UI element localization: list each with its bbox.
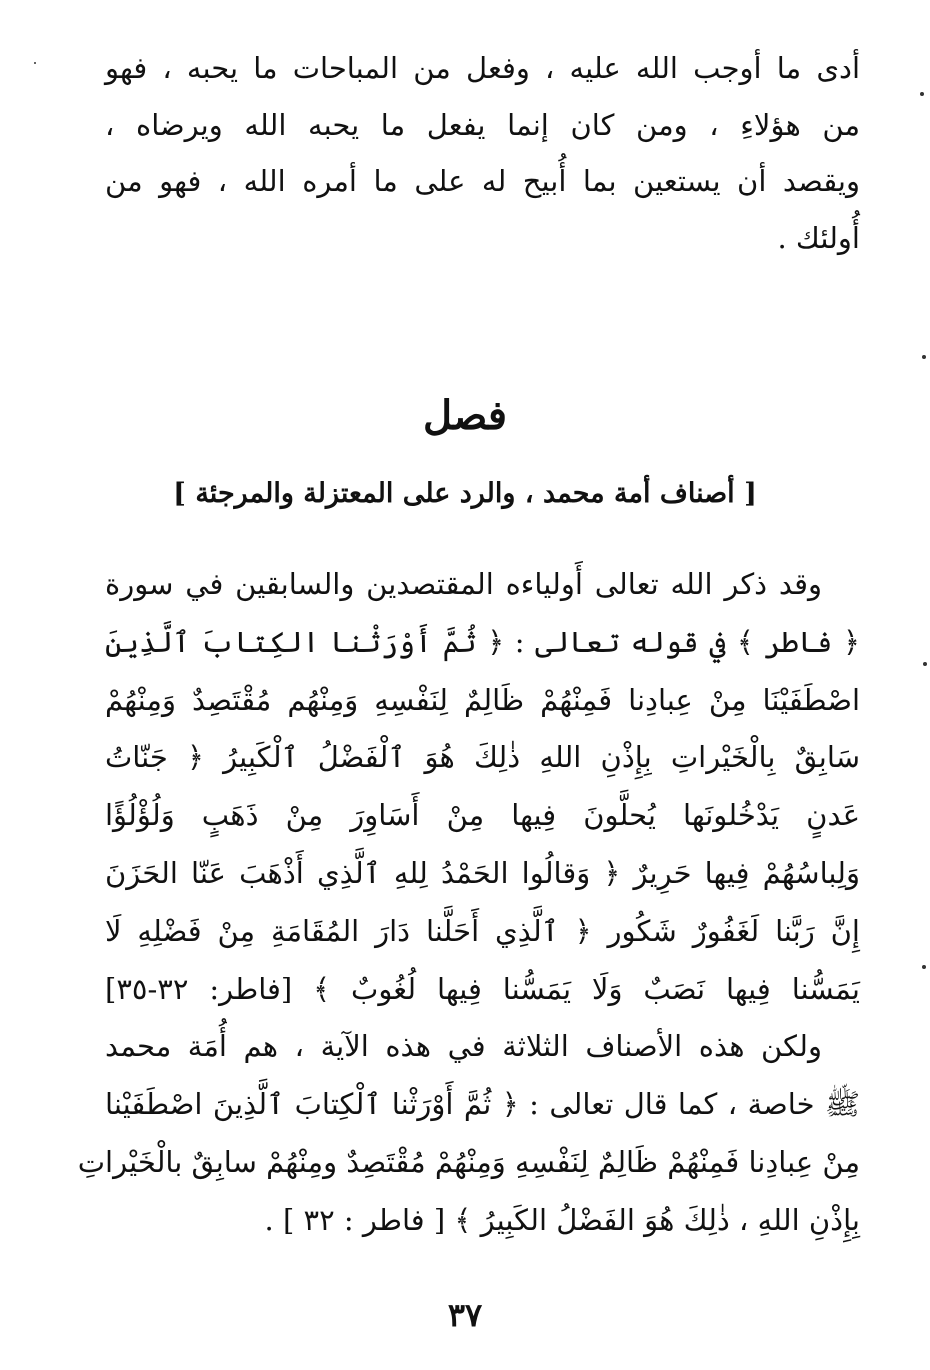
paragraph-line: إِنَّ رَبَّنا لَغَفُورٌ شَكُور ﴿ ٱلَّذِي أَحَلَّنا دَارَ المُقَامَةِ مِنْ فَضْلِهِ لَا (105, 913, 860, 948)
page-number: ٣٧ (447, 1296, 483, 1334)
paragraph-line: ﷺ خاصة ، كما قال تعالى : ﴿ ثُمَّ أَوْرَثْنا ٱلْكِتابَ ٱلَّذِينَ اصْطَفَيْنا (105, 1087, 860, 1122)
section-subheading: [ أصناف أمة محمد ، والرد على المعتزلة والمرجئة ] (173, 478, 757, 509)
scan-speck (923, 662, 927, 666)
scan-speck (920, 92, 924, 96)
scan-speck (922, 965, 926, 969)
paragraph-line: أدى ما أوجب الله عليه ، وفعل من المباحات ما يحبه ، فهو (105, 51, 860, 85)
section-heading: فصل (422, 392, 508, 439)
paragraph-line: ﴿ فاطر ﴾ في قوله تعالى : ﴿ ثُمَّ أَوْرَثْنا الكِتابَ ٱلَّذِينَ (105, 624, 860, 659)
paragraph-line: اصْطَفَيْنَا مِنْ عِبادِنا فَمِنْهُمْ ظَالِمٌ لِنَفْسِهِ وَمِنْهُم مُقْتَصِدٌ وَمِنْهُمْ (105, 682, 860, 717)
paragraph-line: من هؤلاءِ ، ومن كان إنما يفعل ما يحبه الله ويرضاه ، (105, 107, 860, 142)
paragraph-line: أُولئك . (777, 220, 860, 255)
paragraph-line: ولكن هذه الأصناف الثلاثة في هذه الآية ، هم أُمَة محمد (105, 1029, 822, 1064)
paragraph-line: ويقصد أن يستعين بما أُبيح له على ما أمره الله ، فهو من (105, 164, 860, 198)
paragraph-line: وَلِباسُهُمْ فِيها حَرِيرٌ ﴿ وَقالُوا الحَمْدُ لِلهِ ٱلَّذِي أَذْهَبَ عَنّا الحَزَنَ (105, 855, 860, 890)
paragraph-line: مِنْ عِبادِنا فَمِنْهُمْ ظَالِمٌ لِنَفْسِهِ وَمِنْهُمْ مُقْتَصِدٌ ومِنْهُمْ سابِقٌ بالْخَيْراتِ (77, 1144, 860, 1179)
scan-speck (922, 355, 926, 359)
paragraph-main (77, 556, 860, 1250)
paragraph-line: وقد ذكر الله تعالى أَولياءه المقتصدين والسابقين في سورة (105, 567, 822, 601)
paragraph-line: عَدنٍ يَدْخُلونَها يُحلَّونَ فِيها مِنْ أَسَاوِرَ مِنْ ذَهَبٍ وَلُؤْلُؤًا (105, 798, 860, 833)
paragraph-line: سَابِقٌ بِالْخَيْراتِ بِإِذْنِ اللهِ ذٰلِكَ هُوَ ٱلْفَضْلُ ٱلْكَبِيرُ ﴿ جَنّاتُ (105, 740, 860, 775)
paragraph-top (105, 40, 860, 266)
paragraph-line: بِإِذْنِ اللهِ ، ذٰلِكَ هُوَ الفَضْلُ الكَبِيرُ ﴾ [ فاطر : ٣٢ ] . (264, 1202, 860, 1237)
paragraph-line: يَمَسُّنا فِيها نَصَبٌ وَلَا يَمَسُّنا فِيها لُغُوبٌ ﴾ [فاطر: ٣٢-٣٥] (105, 971, 860, 1006)
scan-speck (34, 62, 36, 64)
